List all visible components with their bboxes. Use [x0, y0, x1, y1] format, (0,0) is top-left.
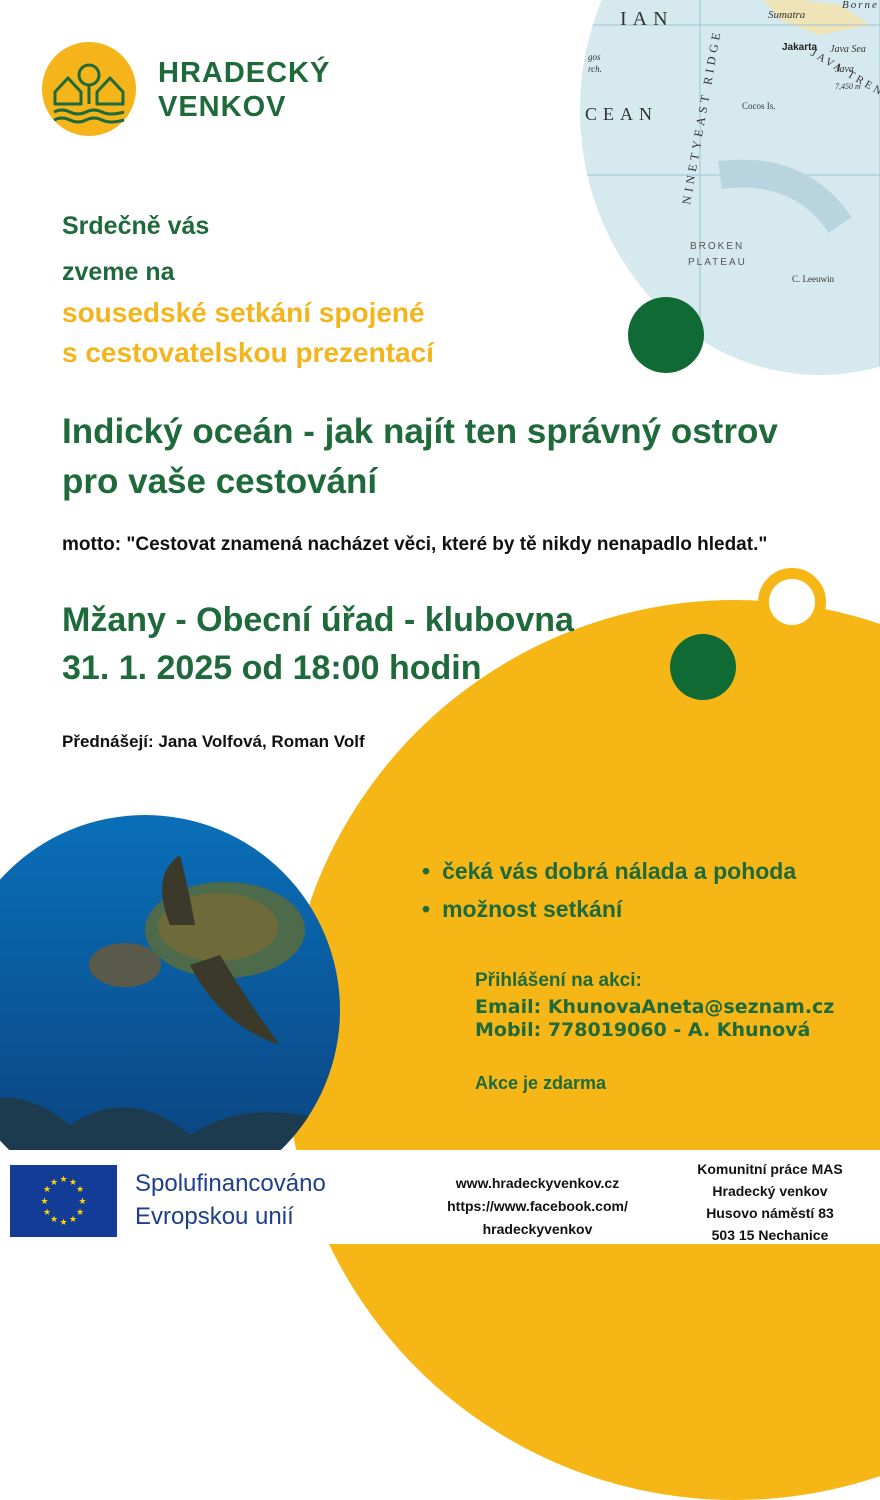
address-line: Komunitní práce MAS [680, 1158, 860, 1180]
lecturers: Přednášejí: Jana Volfová, Roman Volf [62, 732, 365, 752]
decor-dot [670, 634, 736, 700]
datetime: 31. 1. 2025 od 18:00 hodin [62, 644, 574, 692]
svg-text:★: ★ [43, 1185, 51, 1195]
map-label: PLATEAU [688, 257, 747, 268]
address-line: Husovo náměstí 83 [680, 1202, 860, 1224]
map-image [580, 0, 880, 375]
logo-emblem [42, 42, 136, 136]
map-label: gos [588, 52, 601, 62]
eu-line: Evropskou unií [135, 1200, 326, 1233]
registration-heading: Přihlášení na akci: [475, 970, 642, 992]
eu-cofunded [135, 1167, 326, 1233]
invite-line: Srdečně vás [62, 203, 209, 249]
svg-text:★: ★ [76, 1208, 84, 1218]
sea-turtle-image [0, 815, 340, 1205]
logo-line: VENKOV [158, 90, 330, 124]
contact-info [475, 996, 834, 1042]
logo-wordmark [158, 56, 330, 124]
facebook-link-cont[interactable]: hradeckyvenkov [425, 1218, 650, 1241]
svg-text:★: ★ [59, 1218, 67, 1228]
map-label: Java [835, 64, 854, 75]
eu-flag-icon [10, 1165, 117, 1237]
phone-number: Mobil: 778019060 - A. Khunová [475, 1019, 834, 1042]
svg-text:★: ★ [69, 1215, 77, 1225]
map-label: BROKEN [690, 241, 744, 252]
logo-line: HRADECKÝ [158, 56, 330, 90]
venue-datetime [62, 596, 574, 692]
invite-line: zveme na [62, 249, 209, 295]
map-label: C. Leeuwin [792, 274, 834, 284]
svg-text:★: ★ [59, 1175, 67, 1185]
map-label: 7,450 m [835, 82, 861, 91]
svg-text:★: ★ [76, 1185, 84, 1195]
title-line: pro vaše cestování [62, 457, 862, 507]
svg-text:★: ★ [43, 1208, 51, 1218]
eu-line: Spolufinancováno [135, 1167, 326, 1200]
organizer-address [680, 1158, 860, 1246]
address-line: Hradecký venkov [680, 1180, 860, 1202]
svg-text:★: ★ [69, 1178, 77, 1188]
list-item: • čeká vás dobrá nálada a pohoda [422, 852, 796, 890]
svg-text:★: ★ [78, 1197, 86, 1207]
website-link[interactable]: www.hradeckyvenkov.cz [425, 1172, 650, 1195]
map-label: CEAN [585, 104, 658, 124]
free-admission: Akce je zdarma [475, 1073, 606, 1094]
map-label: Jakarta [782, 42, 817, 53]
svg-text:★: ★ [50, 1178, 58, 1188]
web-links [425, 1172, 650, 1241]
svg-text:★: ★ [40, 1197, 48, 1207]
map-label: IAN [620, 8, 674, 30]
svg-text:★: ★ [50, 1215, 58, 1225]
map-label: Cocos Is. [742, 101, 776, 111]
highlights-list [422, 852, 796, 928]
event-type [62, 293, 434, 373]
motto: motto: "Cestovat znamená nacházet věci, které by tě nikdy nenapadlo hledat." [62, 534, 767, 556]
invite-text [62, 203, 209, 295]
title-line: Indický oceán - jak najít ten správný ostrov [62, 407, 862, 457]
map-label: Java Sea [830, 44, 866, 55]
email-link[interactable]: Email: KhunovaAneta@seznam.cz [475, 996, 834, 1019]
map-label: Sumatra [768, 9, 806, 21]
decor-dot [628, 297, 704, 373]
map-label: Borne [842, 0, 879, 11]
event-line: sousedské setkání spojené [62, 293, 434, 333]
map-label: NINETYEAST RIDGE [679, 28, 724, 206]
event-line: s cestovatelskou prezentací [62, 333, 434, 373]
presentation-title [62, 407, 862, 507]
decor-ring [758, 568, 826, 636]
map-label: rch. [588, 64, 602, 74]
yellow-decor-shape [285, 600, 880, 1500]
list-item: • možnost setkání [422, 890, 796, 928]
facebook-link[interactable]: https://www.facebook.com/ [425, 1195, 650, 1218]
address-line: 503 15 Nechanice [680, 1224, 860, 1246]
venue: Mžany - Obecní úřad - klubovna [62, 596, 574, 644]
